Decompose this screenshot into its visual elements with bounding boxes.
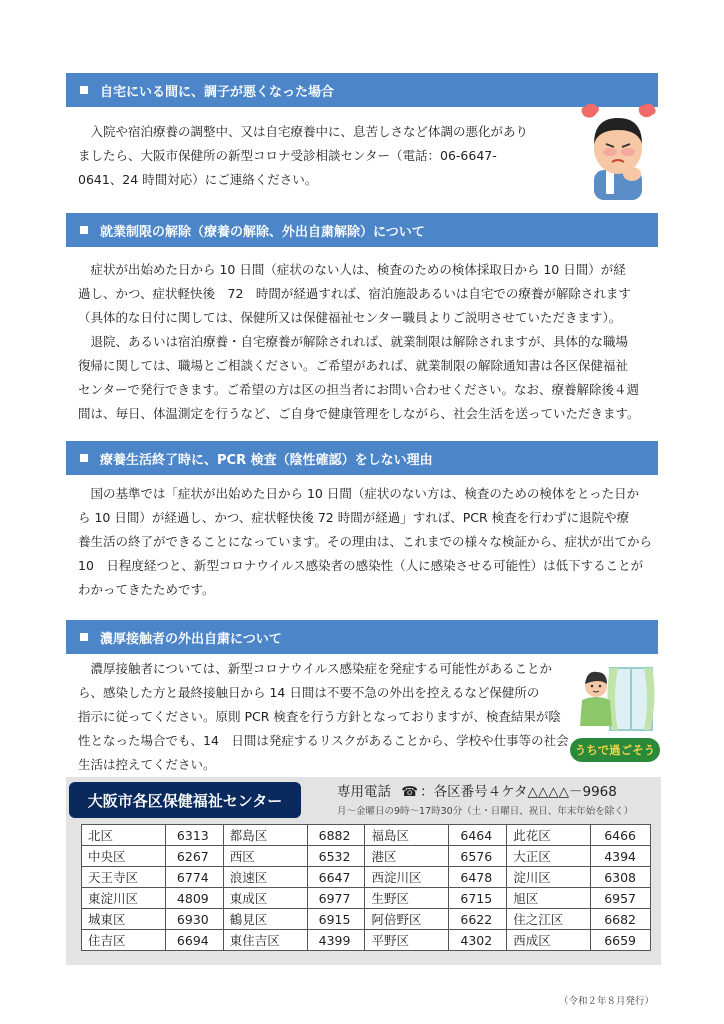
ward-code-cell: 6682 xyxy=(590,909,650,930)
section-heading-text: 療養生活終了時に、PCR 検査（陰性確認）をしない理由 xyxy=(100,452,433,468)
ward-name-cell: 西淀川区 xyxy=(365,867,449,888)
ward-name-cell: 旭区 xyxy=(507,888,591,909)
body-line: 入院や宿泊療養の調整中、又は自宅療養中に、息苦しさなど体調の悪化があり xyxy=(78,124,529,139)
ward-name-cell: 西成区 xyxy=(507,930,591,951)
ward-name-cell: 北区 xyxy=(82,825,166,846)
ward-name-cell: 中央区 xyxy=(82,846,166,867)
ward-code-cell: 4394 xyxy=(590,846,650,867)
ward-code-cell: 6659 xyxy=(590,930,650,951)
center-title: 大阪市各区保健福祉センター xyxy=(69,782,301,818)
telephone-icon: ☎ xyxy=(401,784,419,800)
ward-name-cell: 鶴見区 xyxy=(223,909,307,930)
body-line: 生活は控えてください。 xyxy=(78,757,216,772)
issue-date-note: （令和２年８月発行） xyxy=(558,996,654,1007)
square-bullet-icon xyxy=(80,226,88,234)
table-row xyxy=(82,867,651,888)
ward-code-cell: 6308 xyxy=(590,867,650,888)
ward-name-cell: 住吉区 xyxy=(82,930,166,951)
ward-code-cell: 6715 xyxy=(449,888,507,909)
section-heading-no-pcr-reason xyxy=(66,441,658,475)
ward-name-cell: 東成区 xyxy=(223,888,307,909)
section-heading-close-contact xyxy=(66,620,658,654)
body-line: 指示に従ってください。原則 PCR 検査を行う方針となっておりますが、検査結果が陰 xyxy=(78,709,561,724)
ward-code-cell: 6957 xyxy=(590,888,650,909)
phone-number-text: ：各区番号４ケタ△△△△－9968 xyxy=(420,784,617,800)
ward-code-cell: 6647 xyxy=(307,867,365,888)
ward-name-cell: 天王寺区 xyxy=(82,867,166,888)
ward-name-cell: 都島区 xyxy=(223,825,307,846)
ward-name-cell: 浪速区 xyxy=(223,867,307,888)
table-row xyxy=(82,825,651,846)
body-line: 性となった場合でも、14 日間は発症するリスクがあることから、学校や仕事等の社会 xyxy=(78,733,569,748)
ward-code-cell: 6267 xyxy=(165,846,223,867)
body-line: 国の基準では「症状が出始めた日から 10 日間（症状のない方は、検査のための検体をとった日か xyxy=(78,486,640,501)
section-heading-text: 自宅にいる間に、調子が悪くなった場合 xyxy=(100,84,335,100)
phone-label: 専用電話 xyxy=(337,784,391,800)
ward-name-cell: 西区 xyxy=(223,846,307,867)
stay-home-illustration xyxy=(572,664,660,736)
ward-phone-table xyxy=(81,824,651,951)
ward-name-cell: 淀川区 xyxy=(507,867,591,888)
ward-code-cell: 6930 xyxy=(165,909,223,930)
sick-person-illustration xyxy=(578,104,658,202)
body-line: 10 日程度経つと、新型コロナウイルス感染者の感染性（人に感染させる可能性）は低下することが xyxy=(78,558,644,573)
table-row xyxy=(82,846,651,867)
ward-code-cell: 6882 xyxy=(307,825,365,846)
section-body-close-contact xyxy=(78,657,572,777)
section-heading-work-restriction xyxy=(66,213,658,247)
ward-code-cell: 6464 xyxy=(449,825,507,846)
ward-code-cell: 6977 xyxy=(307,888,365,909)
ward-name-cell: 東淀川区 xyxy=(82,888,166,909)
ward-code-cell: 6622 xyxy=(449,909,507,930)
stay-home-caption: うちで過ごそう xyxy=(570,738,660,762)
ward-code-cell: 6532 xyxy=(307,846,365,867)
ward-name-cell: 生野区 xyxy=(365,888,449,909)
ward-code-cell: 4399 xyxy=(307,930,365,951)
table-row xyxy=(82,888,651,909)
square-bullet-icon xyxy=(80,86,88,94)
ward-name-cell: 阿倍野区 xyxy=(365,909,449,930)
ward-name-cell: 大正区 xyxy=(507,846,591,867)
square-bullet-icon xyxy=(80,633,88,641)
ward-code-cell: 6576 xyxy=(449,846,507,867)
section-heading-text: 濃厚接触者の外出自粛について xyxy=(100,631,282,647)
ward-code-cell: 6313 xyxy=(165,825,223,846)
ward-code-cell: 6478 xyxy=(449,867,507,888)
section-body-sick-at-home xyxy=(78,120,578,192)
square-bullet-icon xyxy=(80,454,88,462)
body-line: 濃厚接触者については、新型コロナウイルス感染症を発症する可能性があることか xyxy=(78,661,553,676)
body-line: ましたら、大阪市保健所の新型コロナ受診相談センター（電話：06-6647- xyxy=(78,148,497,163)
body-line: （具体的な日付に関しては、保健所又は保健福祉センター職員よりご説明させていただきます）。 xyxy=(78,310,622,325)
ward-name-cell: 東住吉区 xyxy=(223,930,307,951)
section-heading-text: 就業制限の解除（療養の解除、外出自粛解除）について xyxy=(100,224,425,240)
body-line: 間は、毎日、体温測定を行うなど、ご自身で健康管理をしながら、社会生活を送っていただきます。 xyxy=(78,406,640,421)
ward-name-cell: 城東区 xyxy=(82,909,166,930)
ward-name-cell: 此花区 xyxy=(507,825,591,846)
ward-code-cell: 6774 xyxy=(165,867,223,888)
body-line: 過し、かつ、症状軽快後 72 時間が経過すれば、宿泊施設あるいは自宅での療養が解除されます xyxy=(78,286,631,301)
body-line: 養生活の終了ができることになっています。その理由は、これまでの様々な検証から、症状が出てから xyxy=(78,534,653,549)
ward-code-cell: 6915 xyxy=(307,909,365,930)
body-line: ら、感染した方と最終接触日から 14 日間は不要不急の外出を控えるなど保健所の xyxy=(78,685,540,700)
body-line: 復帰に関しては、職場とご相談ください。ご希望があれば、就業制限の解除通知書は各区保健福祉 xyxy=(78,358,629,373)
ward-name-cell: 福島区 xyxy=(365,825,449,846)
section-body-no-pcr-reason xyxy=(78,482,668,602)
ward-code-cell: 4809 xyxy=(165,888,223,909)
phone-info xyxy=(337,780,617,800)
table-row xyxy=(82,930,651,951)
body-line: ら 10 日間）が経過し、かつ、症状軽快後 72 時間が経過」すれば、PCR 検査を行わずに退院や療 xyxy=(78,510,630,525)
body-line: 症状が出始めた日から 10 日間（症状のない人は、検査のための検体採取日から 10 日間）が経 xyxy=(78,262,626,277)
section-body-work-restriction xyxy=(78,258,668,426)
body-line: 0641、24 時間対応）にご連絡ください。 xyxy=(78,172,318,187)
body-line: センターで発行できます。ご希望の方は区の担当者にお問い合わせください。なお、療養解除後４週 xyxy=(78,382,640,397)
table-row xyxy=(82,909,651,930)
ward-code-cell: 6694 xyxy=(165,930,223,951)
section-heading-sick-at-home xyxy=(66,73,658,107)
ward-name-cell: 平野区 xyxy=(365,930,449,951)
ward-code-cell: 4302 xyxy=(449,930,507,951)
body-line: わかってきたためです。 xyxy=(78,582,215,597)
body-line: 退院、あるいは宿泊療養・自宅療養が解除されれば、就業制限は解除されますが、具体的な職場 xyxy=(78,334,629,349)
office-hours: 月～金曜日の9時～17時30分（土・日曜日、祝日、年末年始を除く） xyxy=(337,806,634,817)
ward-name-cell: 住之江区 xyxy=(507,909,591,930)
ward-name-cell: 港区 xyxy=(365,846,449,867)
ward-code-cell: 6466 xyxy=(590,825,650,846)
